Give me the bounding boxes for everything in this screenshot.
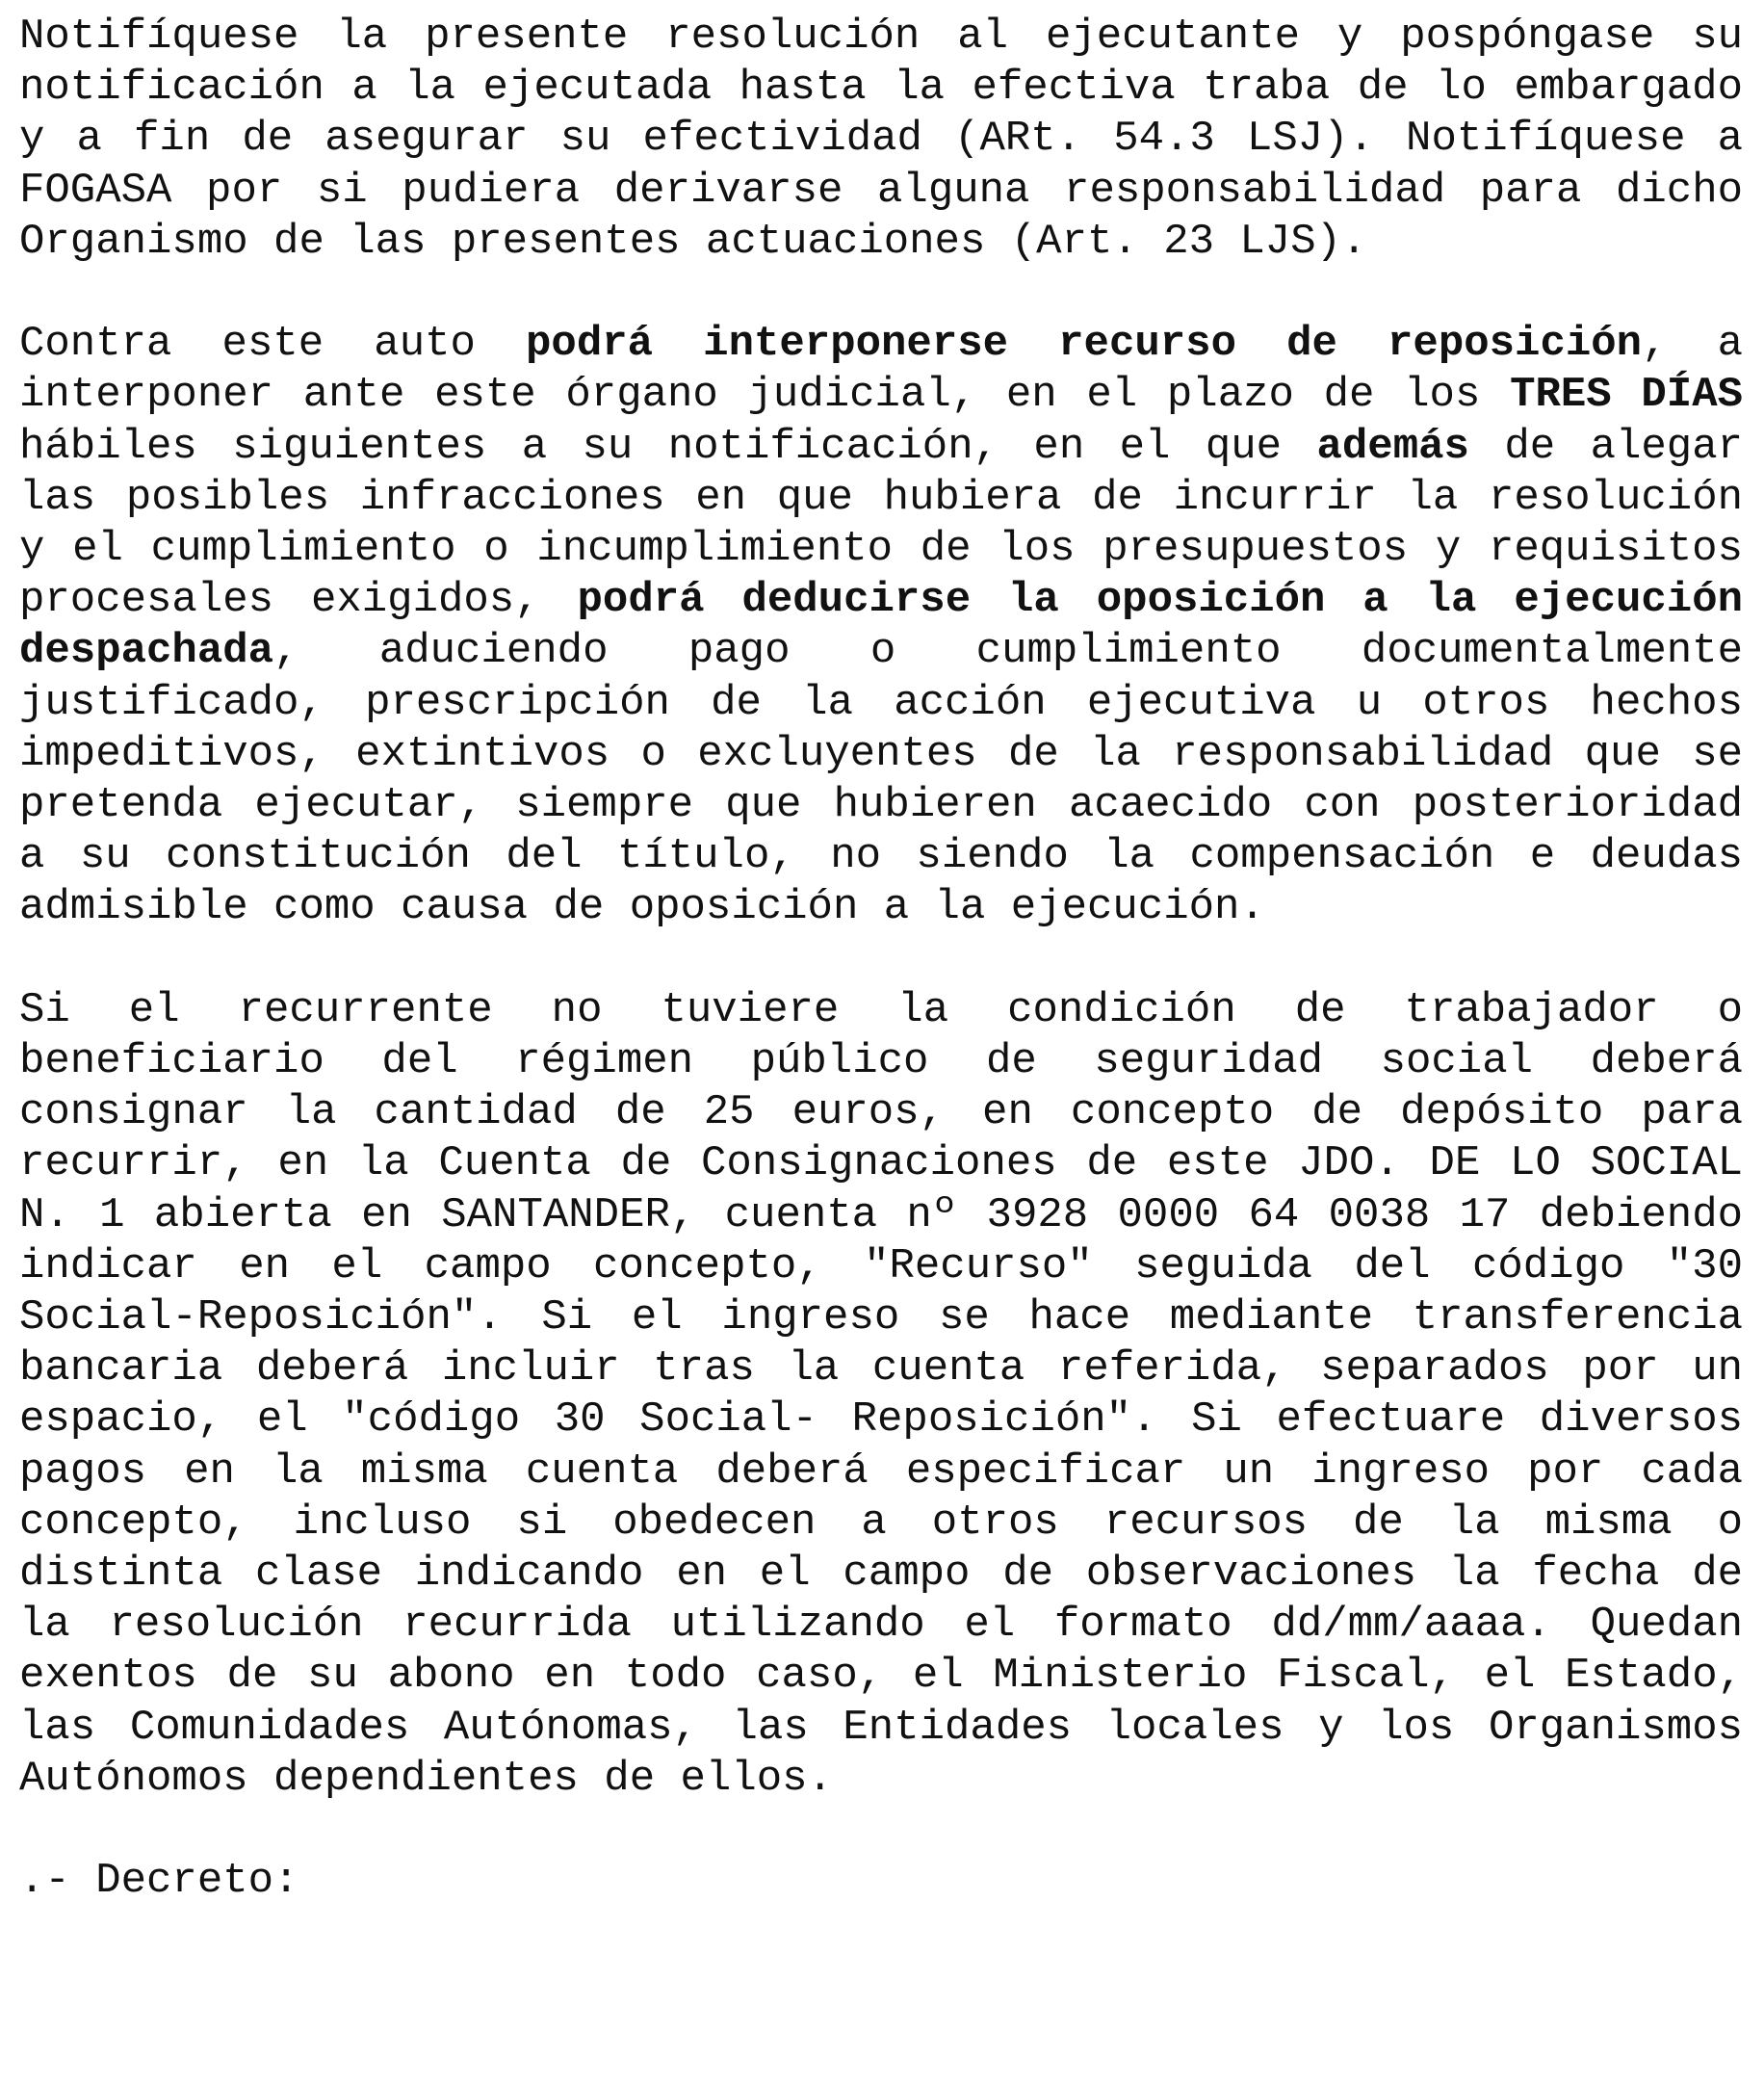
text-run: Contra este auto — [19, 320, 527, 369]
text-run: Notifíquese la presente resolución al ejecutante y pospóngase su notificación a la ejecutada hasta la efectiva traba de lo embargado y a fin de asegurar su efectividad (ARt. 54.3 LSJ). Notifíquese a FOGASA por si pudiera derivarse alguna responsabilidad para dicho Organismo de las presentes actuaciones (Art. 23 LJS). — [19, 13, 1743, 266]
paragraph-notification — [19, 12, 1743, 268]
bold-text-run: podrá interponerse recurso de reposición — [526, 320, 1643, 369]
bold-text-run: podrá deducirse la oposición a la ejecución despachada — [19, 576, 1743, 676]
closing-decreto: .- Decreto: — [19, 1857, 299, 1906]
text-run: , aduciendo pago o cumplimiento documentalmente justificado, prescripción de la acción ejecutiva u otros hechos impeditivos, extintivos o excluyentes de la responsabilidad que se pretenda ejecutar, siempre que hubieren acaecido con posterioridad a su constitución del título, no siendo la compensación e deudas admisible como causa de oposición a la ejecución. — [19, 627, 1743, 932]
text-run: , a interponer ante este órgano judicial, en el plazo de los — [19, 320, 1744, 420]
bold-text-run: además — [1316, 422, 1469, 471]
bold-text-run: TRES DÍAS — [1510, 371, 1744, 420]
document-page — [19, 12, 1743, 1907]
text-run: hábiles siguientes a su notificación, en el que — [19, 422, 1317, 471]
text-run: Si el recurrente no tuviere la condición de trabajador o beneficiario del régimen público de seguridad social deberá consignar la cantidad de 25 euros, en concepto de depósito para recurrir, en la Cuenta de Consignaciones de este JDO. DE LO SOCIAL N. 1 abierta en SANTANDER, cuenta nº 3928 0000 64 0038 17 debiendo indicar en el campo concepto, "Recurso" seguida del código "30 Social-Reposición". Si el ingreso se hace mediante transferencia bancaria deberá incluir tras la cuenta referida, separados por un espacio, el "código 30 Social- Reposición". Si efectuare diversos pagos en la misma cuenta deberá especificar un ingreso por cada concepto, incluso si obedecen a otros recursos de la misma o distinta clase indicando en el campo de observaciones la fecha de la resolución recurrida utilizando el formato dd/mm/aaaa. Quedan exentos de su abono en todo caso, el Ministerio Fiscal, el Estado, las Comunidades Autónomas, las Entidades locales y los Organismos Autónomos dependientes de ellos. — [19, 985, 1743, 1803]
text-run: de alegar las posibles infracciones en que hubiera de incurrir la resolución y el cumplimiento o incumplimiento de los presupuestos y requisitos procesales exigidos, — [19, 422, 1744, 625]
paragraph-deposit-requirements — [19, 985, 1743, 1805]
paragraph-appeal-reposition — [19, 319, 1743, 933]
